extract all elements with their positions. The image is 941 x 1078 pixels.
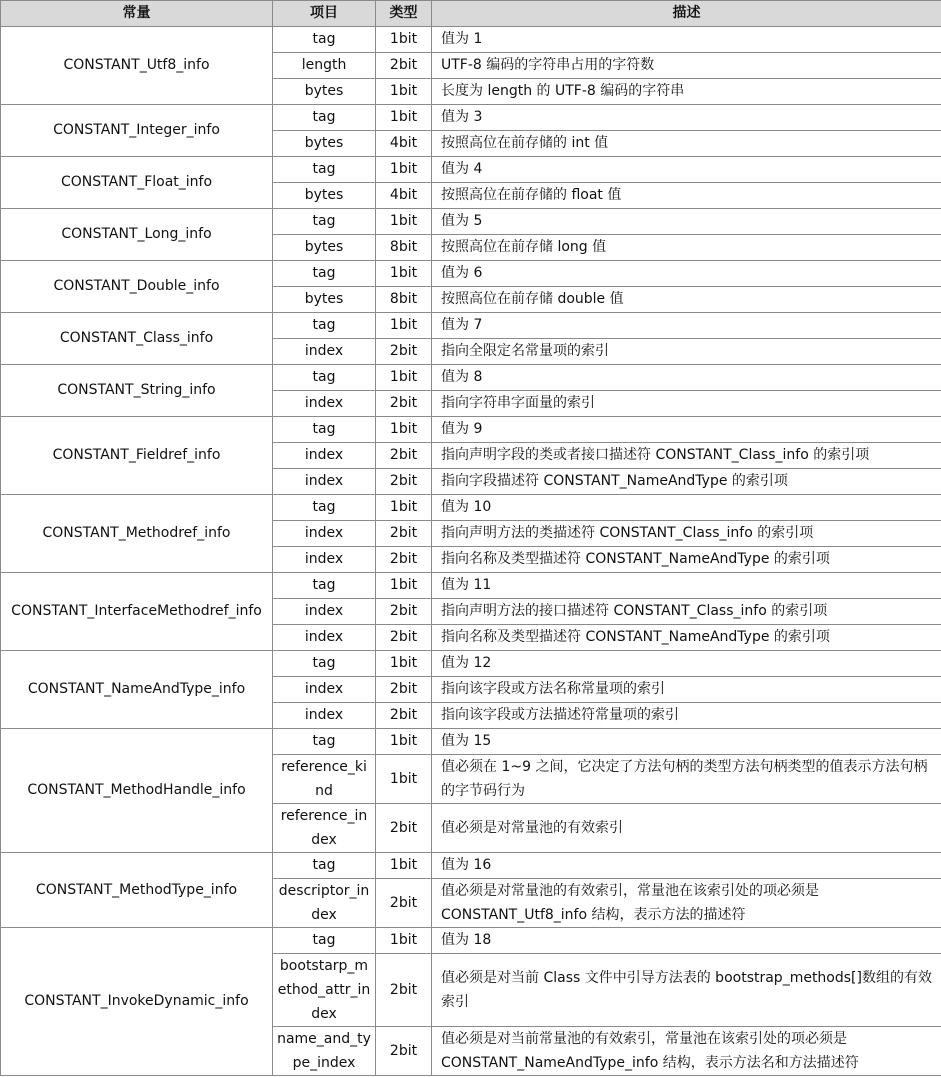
constant-name-cell: CONSTANT_InterfaceMethodref_info <box>1 573 273 651</box>
type-cell: 2bit <box>376 954 432 1027</box>
type-cell: 1bit <box>376 27 432 53</box>
item-cell: bootstarp_method_attr_index <box>273 954 376 1027</box>
type-cell: 1bit <box>376 261 432 287</box>
description-cell: 值必须是对当前 Class 文件中引导方法表的 bootstrap_methods[]数组的有效索引 <box>432 954 941 1027</box>
description-cell: 值为 8 <box>432 365 941 391</box>
item-cell: tag <box>273 313 376 339</box>
type-cell: 4bit <box>376 131 432 157</box>
description-cell: 指向字段描述符 CONSTANT_NameAndType 的索引项 <box>432 469 941 495</box>
description-cell: 值为 12 <box>432 651 941 677</box>
description-cell: 值为 4 <box>432 157 941 183</box>
type-cell: 1bit <box>376 573 432 599</box>
item-cell: tag <box>273 365 376 391</box>
type-cell: 2bit <box>376 1027 432 1076</box>
constant-name-cell: CONSTANT_Fieldref_info <box>1 417 273 495</box>
description-cell: 指向声明方法的类描述符 CONSTANT_Class_info 的索引项 <box>432 521 941 547</box>
item-cell: bytes <box>273 287 376 313</box>
table-row <box>1 209 941 235</box>
table-row <box>1 573 941 599</box>
constant-name-cell: CONSTANT_InvokeDynamic_info <box>1 928 273 1076</box>
type-cell: 1bit <box>376 313 432 339</box>
type-cell: 1bit <box>376 928 432 954</box>
description-cell: 值必须是对当前常量池的有效索引，常量池在该索引处的项必须是 CONSTANT_NameAndType_info 结构，表示方法名和方法描述符 <box>432 1027 941 1076</box>
description-cell: 按照高位在前存储 double 值 <box>432 287 941 313</box>
type-cell: 1bit <box>376 417 432 443</box>
type-cell: 1bit <box>376 651 432 677</box>
table-row <box>1 105 941 131</box>
type-cell: 8bit <box>376 235 432 261</box>
type-cell: 2bit <box>376 879 432 928</box>
item-cell: index <box>273 547 376 573</box>
description-cell: 值为 9 <box>432 417 941 443</box>
type-cell: 2bit <box>376 804 432 853</box>
description-cell: 长度为 length 的 UTF-8 编码的字符串 <box>432 79 941 105</box>
table-body <box>1 27 941 1076</box>
item-cell: bytes <box>273 131 376 157</box>
item-cell: index <box>273 391 376 417</box>
type-cell: 2bit <box>376 521 432 547</box>
description-cell: UTF-8 编码的字符串占用的字符数 <box>432 53 941 79</box>
type-cell: 1bit <box>376 365 432 391</box>
item-cell: index <box>273 625 376 651</box>
type-cell: 1bit <box>376 495 432 521</box>
description-cell: 指向声明字段的类或者接口描述符 CONSTANT_Class_info 的索引项 <box>432 443 941 469</box>
constant-name-cell: CONSTANT_Integer_info <box>1 105 273 157</box>
item-cell: reference_index <box>273 804 376 853</box>
description-cell: 值为 15 <box>432 729 941 755</box>
item-cell: tag <box>273 105 376 131</box>
description-cell: 值必须是对常量池的有效索引 <box>432 804 941 853</box>
item-cell: reference_kind <box>273 755 376 804</box>
item-cell: bytes <box>273 79 376 105</box>
item-cell: tag <box>273 209 376 235</box>
description-cell: 值为 11 <box>432 573 941 599</box>
type-cell: 1bit <box>376 79 432 105</box>
type-cell: 2bit <box>376 53 432 79</box>
description-cell: 值为 18 <box>432 928 941 954</box>
item-cell: tag <box>273 417 376 443</box>
item-cell: index <box>273 703 376 729</box>
item-cell: descriptor_index <box>273 879 376 928</box>
item-cell: bytes <box>273 235 376 261</box>
description-cell: 指向全限定名常量项的索引 <box>432 339 941 365</box>
description-cell: 指向字符串字面量的索引 <box>432 391 941 417</box>
item-cell: tag <box>273 729 376 755</box>
description-cell: 值为 1 <box>432 27 941 53</box>
item-cell: bytes <box>273 183 376 209</box>
type-cell: 1bit <box>376 755 432 804</box>
description-cell: 指向名称及类型描述符 CONSTANT_NameAndType 的索引项 <box>432 625 941 651</box>
type-cell: 8bit <box>376 287 432 313</box>
constant-name-cell: CONSTANT_NameAndType_info <box>1 651 273 729</box>
type-cell: 2bit <box>376 391 432 417</box>
type-cell: 1bit <box>376 729 432 755</box>
constant-name-cell: CONSTANT_MethodType_info <box>1 853 273 928</box>
table-row <box>1 651 941 677</box>
item-cell: name_and_type_index <box>273 1027 376 1076</box>
type-cell: 2bit <box>376 599 432 625</box>
constant-name-cell: CONSTANT_MethodHandle_info <box>1 729 273 853</box>
description-cell: 指向声明方法的接口描述符 CONSTANT_Class_info 的索引项 <box>432 599 941 625</box>
table-row <box>1 365 941 391</box>
description-cell: 值必须在 1~9 之间，它决定了方法句柄的类型方法句柄类型的值表示方法句柄的字节码行为 <box>432 755 941 804</box>
table-row <box>1 495 941 521</box>
item-cell: tag <box>273 928 376 954</box>
item-cell: index <box>273 469 376 495</box>
description-cell: 值为 3 <box>432 105 941 131</box>
type-cell: 2bit <box>376 339 432 365</box>
type-cell: 1bit <box>376 209 432 235</box>
table-row <box>1 853 941 879</box>
constant-name-cell: CONSTANT_Methodref_info <box>1 495 273 573</box>
constant-name-cell: CONSTANT_Class_info <box>1 313 273 365</box>
description-cell: 值为 6 <box>432 261 941 287</box>
table-row <box>1 417 941 443</box>
type-cell: 2bit <box>376 547 432 573</box>
type-cell: 2bit <box>376 703 432 729</box>
type-cell: 2bit <box>376 469 432 495</box>
item-cell: index <box>273 521 376 547</box>
type-cell: 1bit <box>376 105 432 131</box>
header-description: 描述 <box>432 1 941 27</box>
description-cell: 值为 16 <box>432 853 941 879</box>
description-cell: 指向该字段或方法名称常量项的索引 <box>432 677 941 703</box>
description-cell: 按照高位在前存储的 float 值 <box>432 183 941 209</box>
header-type: 类型 <box>376 1 432 27</box>
header-item: 项目 <box>273 1 376 27</box>
item-cell: index <box>273 339 376 365</box>
item-cell: tag <box>273 495 376 521</box>
type-cell: 1bit <box>376 853 432 879</box>
type-cell: 4bit <box>376 183 432 209</box>
description-cell: 指向该字段或方法描述符常量项的索引 <box>432 703 941 729</box>
type-cell: 2bit <box>376 443 432 469</box>
header-row <box>1 1 941 27</box>
constant-name-cell: CONSTANT_Utf8_info <box>1 27 273 105</box>
type-cell: 2bit <box>376 625 432 651</box>
table-row <box>1 157 941 183</box>
item-cell: tag <box>273 651 376 677</box>
header-constant: 常量 <box>1 1 273 27</box>
item-cell: index <box>273 677 376 703</box>
item-cell: tag <box>273 261 376 287</box>
description-cell: 值为 10 <box>432 495 941 521</box>
item-cell: tag <box>273 573 376 599</box>
table-row <box>1 261 941 287</box>
item-cell: length <box>273 53 376 79</box>
description-cell: 值必须是对常量池的有效索引，常量池在该索引处的项必须是 CONSTANT_Utf8_info 结构，表示方法的描述符 <box>432 879 941 928</box>
description-cell: 值为 7 <box>432 313 941 339</box>
table-row <box>1 928 941 954</box>
description-cell: 按照高位在前存储 long 值 <box>432 235 941 261</box>
description-cell: 值为 5 <box>432 209 941 235</box>
constant-name-cell: CONSTANT_Float_info <box>1 157 273 209</box>
constant-name-cell: CONSTANT_Double_info <box>1 261 273 313</box>
item-cell: index <box>273 599 376 625</box>
table-row <box>1 313 941 339</box>
constant-name-cell: CONSTANT_Long_info <box>1 209 273 261</box>
table-row <box>1 27 941 53</box>
item-cell: tag <box>273 157 376 183</box>
type-cell: 1bit <box>376 157 432 183</box>
constant-name-cell: CONSTANT_String_info <box>1 365 273 417</box>
description-cell: 按照高位在前存储的 int 值 <box>432 131 941 157</box>
item-cell: tag <box>273 27 376 53</box>
table-row <box>1 729 941 755</box>
type-cell: 2bit <box>376 677 432 703</box>
item-cell: tag <box>273 853 376 879</box>
description-cell: 指向名称及类型描述符 CONSTANT_NameAndType 的索引项 <box>432 547 941 573</box>
item-cell: index <box>273 443 376 469</box>
